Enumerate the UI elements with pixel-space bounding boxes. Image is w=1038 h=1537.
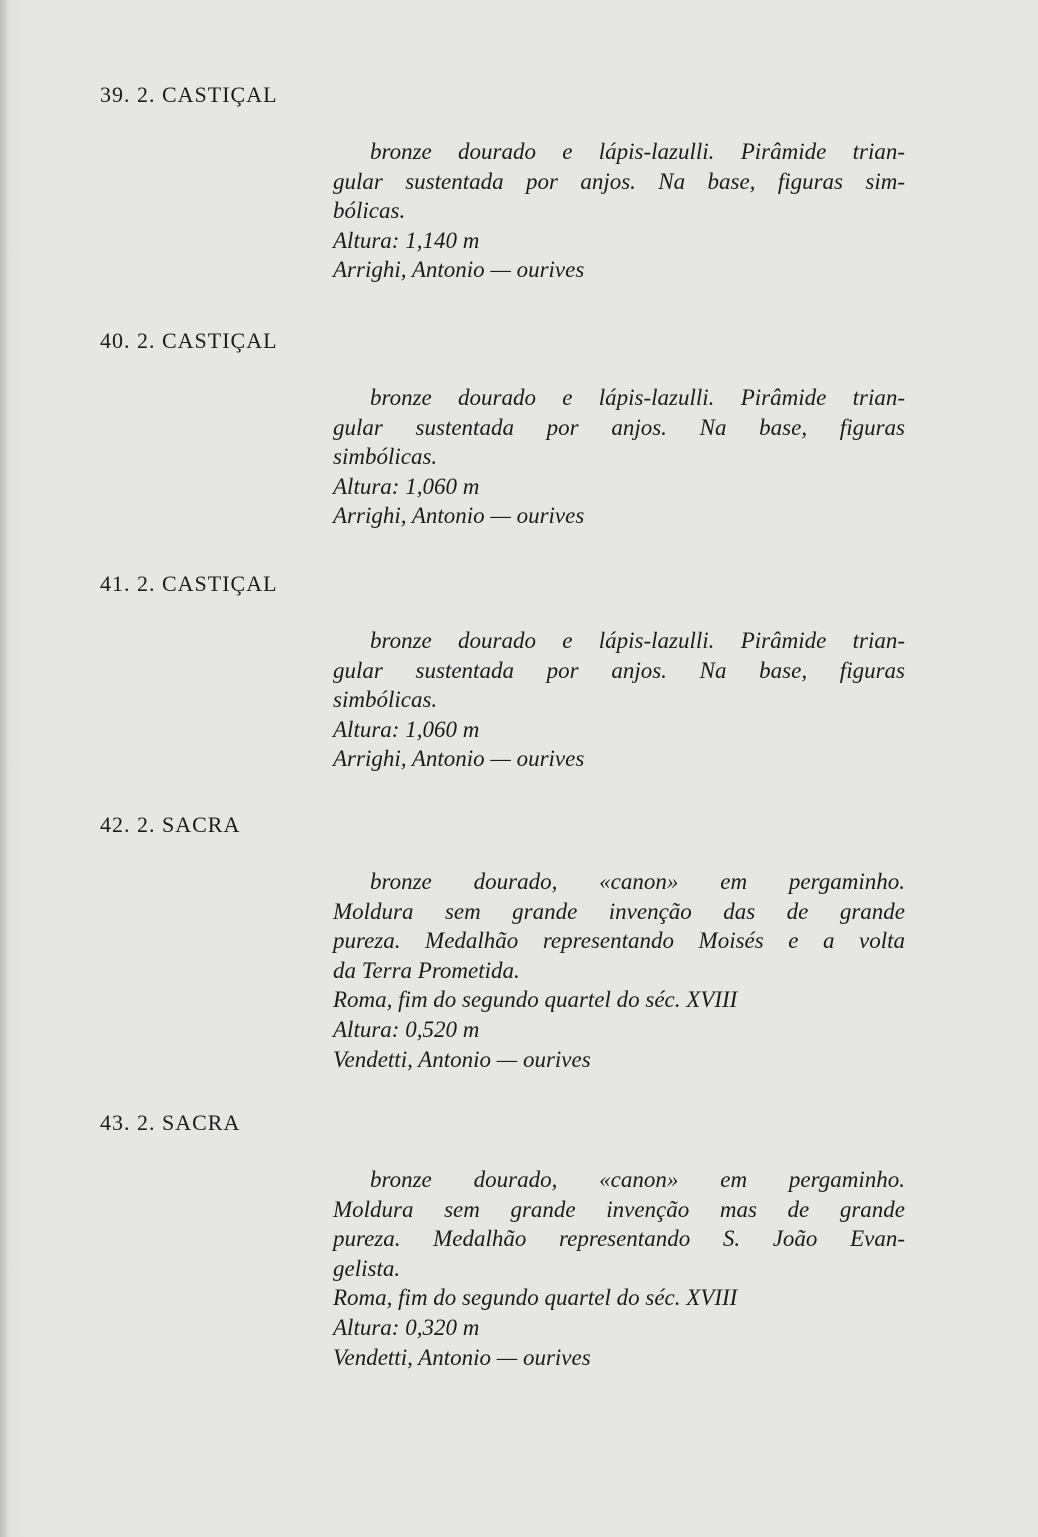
description-line: gelista. [333, 1255, 401, 1281]
description-line: bólicas. [333, 198, 406, 224]
description-line: pureza. Medalhão representando S. João Evan- [333, 1226, 905, 1252]
entry-heading: 43. 2. SACRA [100, 1110, 241, 1135]
origin-line: Roma, fim do segundo quartel do séc. XVIII [333, 1285, 738, 1311]
entry-description [333, 1165, 905, 1372]
description-line: simbólicas. [333, 444, 438, 470]
entry-description [333, 137, 905, 285]
maker-line: Vendetti, Antonio — ourives [333, 1344, 591, 1370]
description-line: simbólicas. [333, 687, 438, 713]
height-line: Altura: 0,320 m [333, 1314, 480, 1340]
entry-description [333, 867, 905, 1074]
height-line: Altura: 0,520 m [333, 1016, 480, 1042]
description-line: bronze dourado e lápis-lazulli. Pirâmide trian- [370, 139, 905, 164]
description-line: Moldura sem grande invenção das de grande [333, 898, 905, 924]
description-line: Moldura sem grande invenção mas de grande [333, 1196, 905, 1222]
spine-shadow [0, 0, 8, 1537]
entry-heading: 39. 2. CASTIÇAL [100, 82, 278, 107]
description-line: bronze dourado e lápis-lazulli. Pirâmide trian- [370, 628, 905, 653]
entry-description [333, 383, 905, 531]
maker-line: Arrighi, Antonio — ourives [333, 746, 585, 772]
entry-description [333, 626, 905, 774]
description-line: pureza. Medalhão representando Moisés e a volta [333, 928, 905, 954]
description-line: gular sustentada por anjos. Na base, figuras [333, 414, 905, 440]
height-line: Altura: 1,060 m [333, 716, 480, 742]
maker-line: Arrighi, Antonio — ourives [333, 257, 585, 283]
entry-heading: 40. 2. CASTIÇAL [100, 328, 278, 353]
description-line: da Terra Prometida. [333, 957, 520, 983]
description-line: bronze dourado e lápis-lazulli. Pirâmide trian- [370, 385, 905, 410]
description-line: bronze dourado, «canon» em pergaminho. [370, 1167, 905, 1192]
entry-heading: 42. 2. SACRA [100, 812, 241, 837]
height-line: Altura: 1,140 m [333, 227, 480, 253]
maker-line: Vendetti, Antonio — ourives [333, 1046, 591, 1072]
description-line: gular sustentada por anjos. Na base, figuras sim- [333, 168, 905, 194]
description-line: bronze dourado, «canon» em pergaminho. [370, 869, 905, 894]
maker-line: Arrighi, Antonio — ourives [333, 503, 585, 529]
origin-line: Roma, fim do segundo quartel do séc. XVIII [333, 987, 738, 1013]
height-line: Altura: 1,060 m [333, 473, 480, 499]
description-line: gular sustentada por anjos. Na base, figuras [333, 657, 905, 683]
entry-heading: 41. 2. CASTIÇAL [100, 571, 278, 596]
